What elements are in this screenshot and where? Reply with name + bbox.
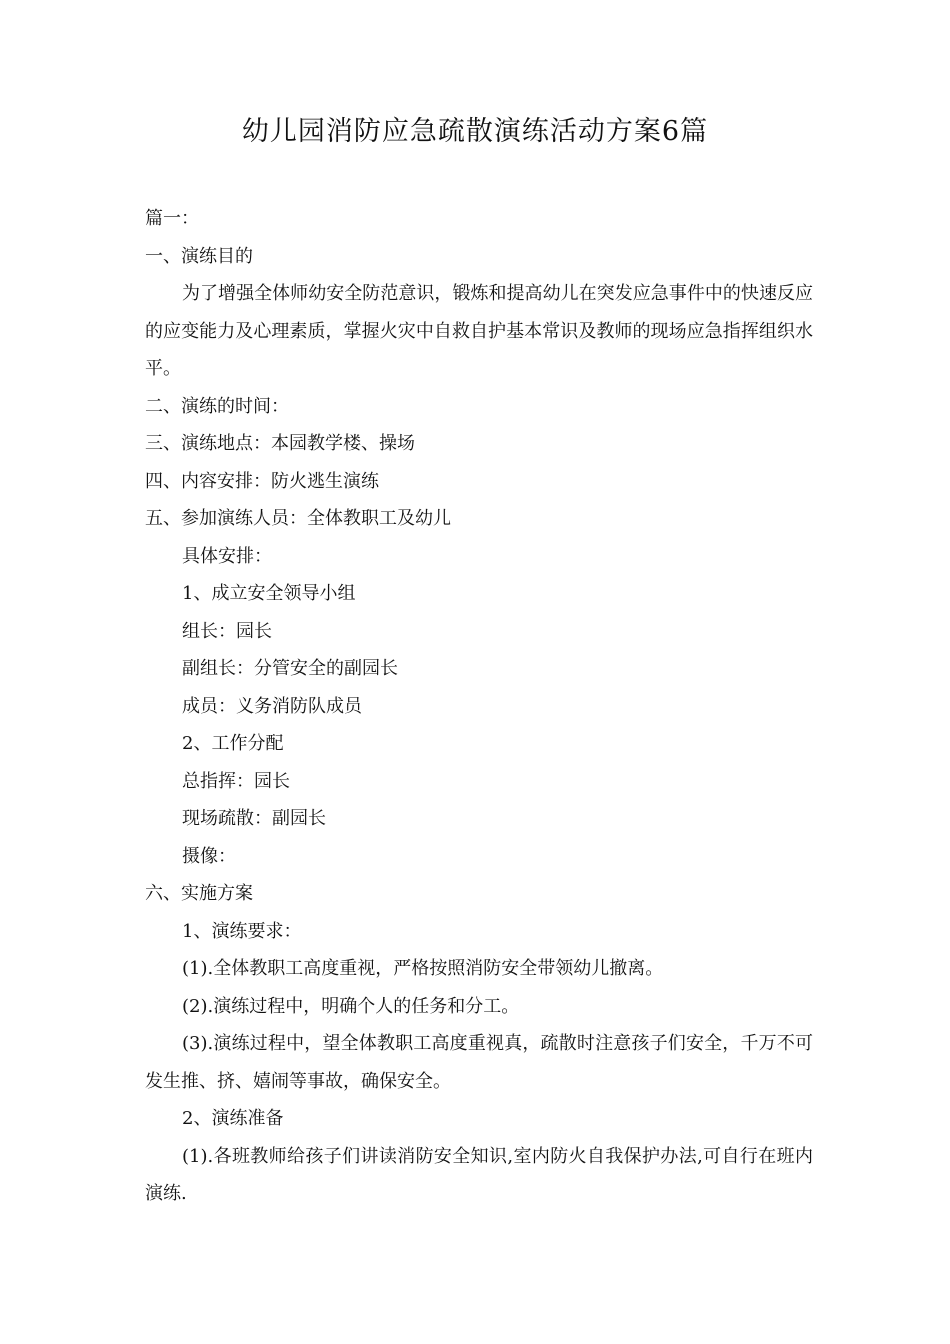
item-photography: 摄像： — [182, 845, 236, 867]
arrangement-label: 具体安排： — [182, 545, 272, 567]
item-chief-commander: 总指挥：园长 — [182, 770, 290, 792]
heading-purpose: 一、演练目的 — [145, 245, 253, 267]
document-title: 幼儿园消防应急疏散演练活动方案6篇 — [241, 116, 709, 147]
item-drill-preparation: 2、演练准备 — [182, 1108, 284, 1129]
item-leadership-group: 1、成立安全领导小组 — [182, 583, 356, 604]
heading-participants: 五、参加演练人员：全体教职工及幼儿 — [145, 508, 451, 529]
heading-implementation: 六、实施方案 — [145, 883, 253, 904]
preparation-1: (1).各班教师给孩子们讲读消防安全知识,室内防火自我保护办法,可自行在班内演练. — [145, 1145, 813, 1204]
item-work-assignment: 2、工作分配 — [182, 733, 284, 754]
item-vice-leader: 副组长：分管安全的副园长 — [182, 658, 398, 679]
heading-time: 二、演练的时间： — [145, 395, 289, 417]
paragraph-purpose: 为了增强全体师幼安全防范意识，锻炼和提高幼儿在突发应急事件中的快速反应的应变能力及心理素质，掌握火灾中自救自护基本常识及教师的现场应急指挥组织水平。 — [145, 283, 813, 379]
document-body — [145, 200, 813, 1213]
section-label: 篇一： — [145, 208, 199, 229]
item-drill-requirements: 1、演练要求： — [182, 920, 302, 942]
heading-content: 四、内容安排：防火逃生演练 — [145, 470, 379, 492]
item-members: 成员：义务消防队成员 — [182, 695, 362, 717]
item-leader: 组长：园长 — [182, 620, 272, 642]
requirement-2: (2).演练过程中，明确个人的任务和分工。 — [182, 995, 520, 1017]
requirement-3: (3).演练过程中，望全体教职工高度重视真，疏散时注意孩子们安全，千万不可发生推、挤、嬉闹等事故，确保安全。 — [145, 1033, 813, 1092]
requirement-1: (1).全体教职工高度重视，严格按照消防安全带领幼儿撤离。 — [182, 958, 664, 979]
item-scene-evacuation: 现场疏散：副园长 — [182, 808, 326, 829]
heading-location: 三、演练地点：本园教学楼、操场 — [145, 433, 415, 454]
